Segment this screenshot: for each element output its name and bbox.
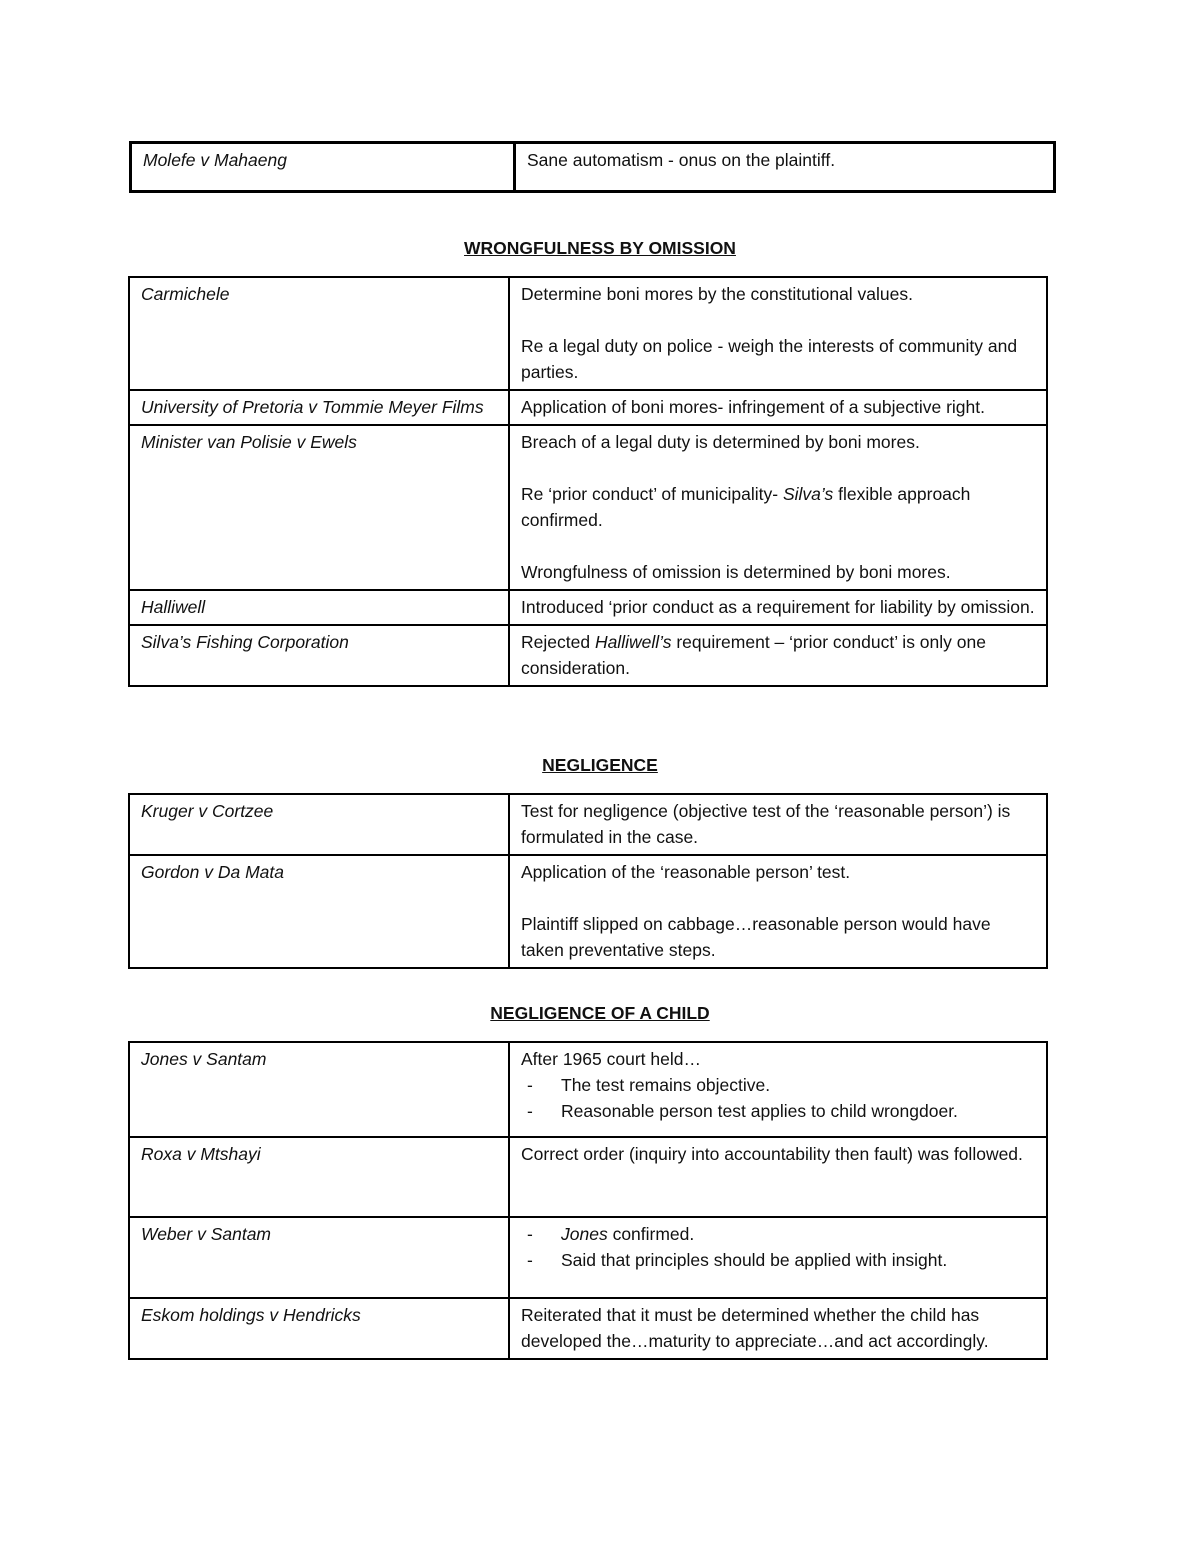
note-text: Rejected: [521, 632, 595, 652]
table-row: [131, 143, 1055, 192]
table-row: [129, 390, 1047, 425]
note-paragraph: Introduced ‘prior conduct as a requirement for liability by omission.: [521, 597, 1035, 617]
case-name: University of Pretoria v Tommie Meyer Films: [129, 390, 509, 425]
section-heading-child: NEGLIGENCE OF A CHILD: [490, 1003, 710, 1023]
case-name: Carmichele: [129, 277, 509, 390]
note-paragraph: Determine boni mores by the constitutional values.: [521, 284, 914, 304]
case-name: Gordon v Da Mata: [129, 855, 509, 968]
note-text: confirmed.: [607, 1224, 695, 1244]
table-row: [129, 1217, 1047, 1298]
case-note: [509, 277, 1047, 390]
case-name: Roxa v Mtshayi: [129, 1137, 509, 1217]
note-paragraph: Breach of a legal duty is determined by boni mores.: [521, 432, 920, 452]
note-text: flexible approach confirmed.: [521, 484, 971, 530]
case-note: [509, 855, 1047, 968]
table-row: [129, 855, 1047, 968]
note-paragraph: After 1965 court held…: [521, 1049, 701, 1069]
molefe-table: [129, 141, 1056, 193]
note-paragraph: [521, 629, 1036, 681]
note-paragraph: Reiterated that it must be determined whether the child has developed the…maturity to appreciate…and act accordingly.: [521, 1305, 989, 1351]
note-list: [521, 1072, 1036, 1124]
note-text: requirement – ‘prior conduct’ is only one consideration.: [521, 632, 986, 678]
case-name: Silva’s Fishing Corporation: [129, 625, 509, 686]
case-name: Kruger v Cortzee: [129, 794, 509, 855]
case-note: [509, 625, 1047, 686]
note-paragraph: Re a legal duty on police - weigh the interests of community and parties.: [521, 336, 1018, 382]
table-row: [129, 1137, 1047, 1217]
table-row: [129, 1042, 1047, 1137]
case-note: [509, 1298, 1047, 1359]
note-paragraph: [521, 481, 1036, 533]
case-name: Halliwell: [129, 590, 509, 625]
case-name: Eskom holdings v Hendricks: [129, 1298, 509, 1359]
note-paragraph: Correct order (inquiry into accountability then fault) was followed.: [521, 1144, 1023, 1164]
table-row: [129, 794, 1047, 855]
note-emphasis: Halliwell’s: [594, 632, 672, 652]
note-paragraph: Plaintiff slipped on cabbage…reasonable person would have taken preventative steps.: [521, 914, 991, 960]
list-item: - Said that principles should be applied with insight.: [521, 1247, 1036, 1273]
list-item: [521, 1221, 1036, 1247]
case-note: [509, 390, 1047, 425]
case-note: [509, 1042, 1047, 1137]
table-row: [129, 277, 1047, 390]
note-paragraph: Sane automatism - onus on the plaintiff.: [527, 150, 836, 170]
note-paragraph: Wrongfulness of omission is determined by boni mores.: [521, 562, 951, 582]
note-list: [521, 1221, 1036, 1273]
list-item: - Reasonable person test applies to child wrongdoer.: [521, 1098, 1036, 1124]
note-emphasis: Silva’s: [782, 484, 834, 504]
case-name: Weber v Santam: [129, 1217, 509, 1298]
case-note: [509, 425, 1047, 590]
wrongfulness-table: [128, 276, 1048, 687]
table-row: [129, 425, 1047, 590]
note-paragraph: Test for negligence (objective test of the ‘reasonable person’) is formulated in the case.: [521, 801, 1011, 847]
table-row: [129, 625, 1047, 686]
case-note: [509, 1217, 1047, 1298]
case-name: Jones v Santam: [129, 1042, 509, 1137]
section-heading-wrongfulness: WRONGFULNESS BY OMISSION: [464, 238, 736, 258]
case-note: [509, 794, 1047, 855]
case-note: [515, 143, 1055, 192]
note-emphasis: Jones: [561, 1224, 608, 1244]
case-name: Molefe v Mahaeng: [131, 143, 515, 192]
section-heading-negligence: NEGLIGENCE: [542, 755, 658, 775]
table-row: [129, 590, 1047, 625]
negligence-table: [128, 793, 1048, 969]
case-note: [509, 590, 1047, 625]
note-text: Re ‘prior conduct’ of municipality-: [521, 484, 783, 504]
note-paragraph: Application of the ‘reasonable person’ test.: [521, 862, 851, 882]
table-row: [129, 1298, 1047, 1359]
list-item: - The test remains objective.: [521, 1072, 1036, 1098]
case-note: [509, 1137, 1047, 1217]
child-negligence-table: [128, 1041, 1048, 1360]
note-paragraph: Application of boni mores- infringement of a subjective right.: [521, 397, 985, 417]
case-name: Minister van Polisie v Ewels: [129, 425, 509, 590]
